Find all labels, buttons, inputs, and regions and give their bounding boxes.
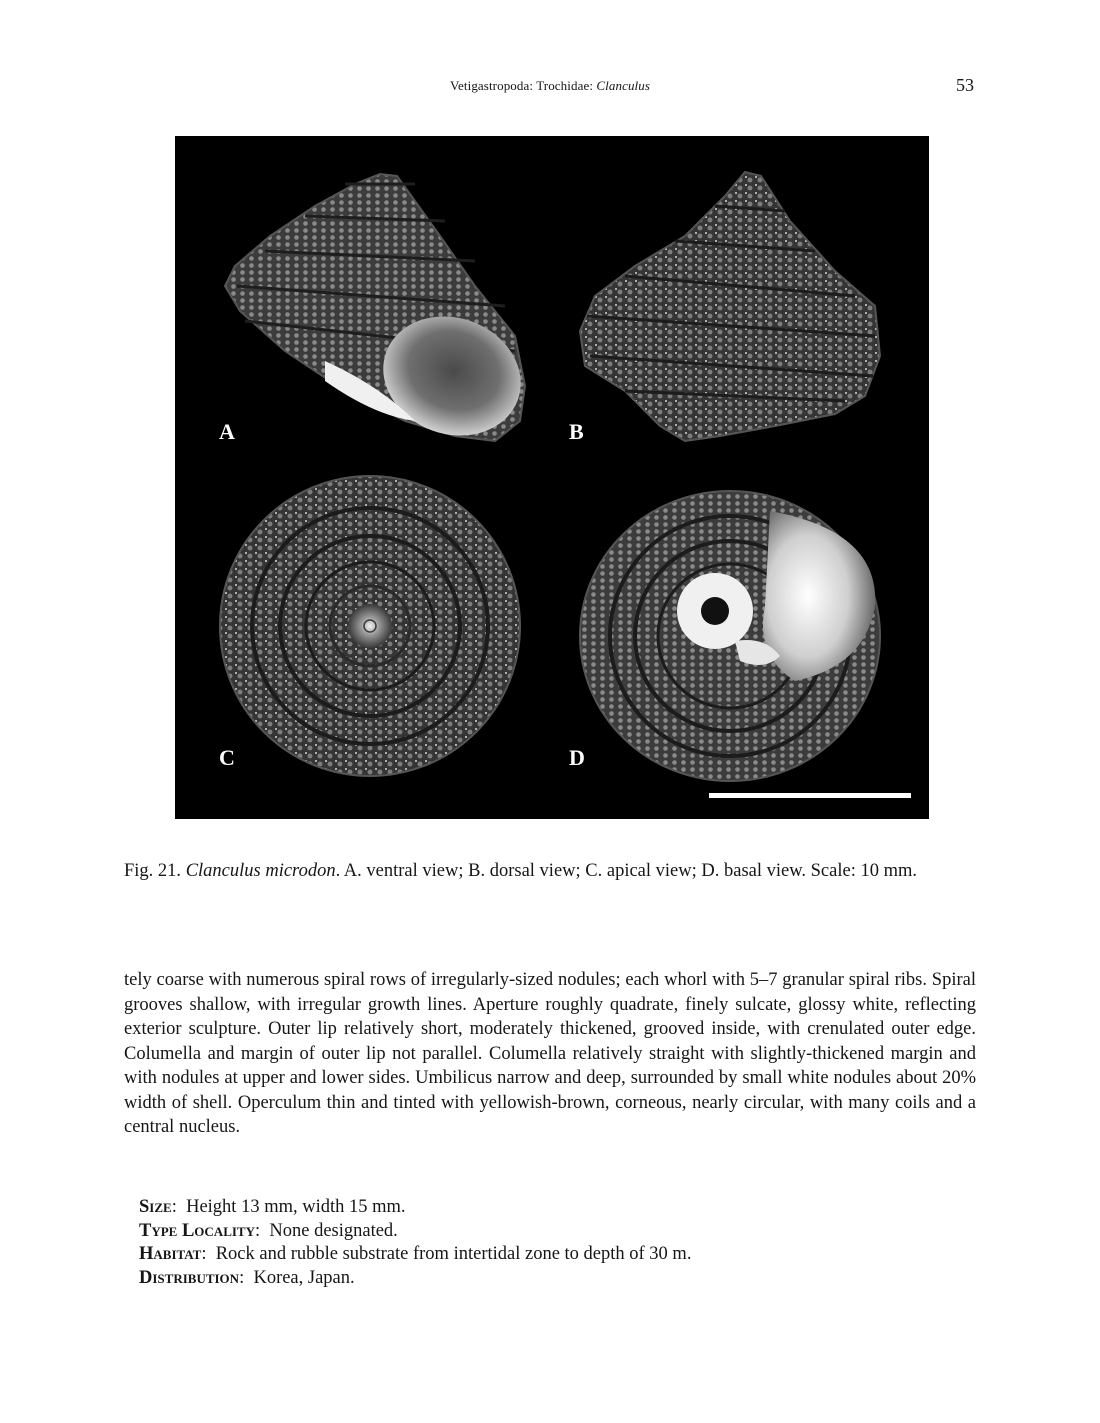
scale-bar [709,793,911,798]
panel-label-b: B [569,419,584,444]
shell-a-ventral-view [225,174,538,454]
shell-photographs [175,136,929,819]
field-habitat: Habitat: Rock and rubble substrate from intertidal zone to depth of 30 m. [139,1244,692,1264]
figure-plate [175,136,929,819]
field-value-type-locality: None designated. [269,1220,398,1241]
field-value-distribution: Korea, Japan. [253,1267,355,1288]
field-value-size: Height 13 mm, width 15 mm. [186,1197,406,1217]
field-size: Size: Height 13 mm, width 15 mm. [139,1197,406,1217]
field-distribution: Distribution: Korea, Japan. [139,1267,355,1288]
panel-label-a: A [219,419,235,444]
caption-fig-number: Fig. 21. [124,861,182,881]
shell-d-basal-view [580,491,880,781]
field-label-habitat: Habitat [139,1244,202,1264]
figure-caption [124,858,976,884]
running-head [0,78,1100,94]
field-type-locality: Type Locality: None designated. [139,1220,398,1241]
species-fields [139,1196,979,1290]
running-head-genus: Clanculus [596,78,651,93]
caption-species: Clanculus microdon [185,861,336,881]
shell-b-dorsal-view [580,172,880,441]
field-label-type-locality: Type Locality [139,1220,255,1241]
running-head-prefix: Vetigastropoda: Trochidae: [449,78,597,93]
panel-label-d: D [569,745,585,770]
shell-c-apical-view [220,476,520,776]
field-label-distribution: Distribution [139,1267,240,1288]
caption-text: . A. ventral view; B. dorsal view; C. apical view; D. basal view. Scale: 10 mm. [335,861,918,881]
field-value-habitat: Rock and rubble substrate from intertidal zone to depth of 30 m. [215,1244,692,1264]
page-number: 53 [956,75,974,95]
description-paragraph: tely coarse with numerous spiral rows of irregularly-sized nodules; each whorl with 5–7 granular spiral ribs. Spiral grooves shallow, with irregular growth lines. Aperture roughly quadrate, finely sulcate, glossy white, reflecting exterior sculpture. Outer lip relatively short, moderately thickened, grooved inside, with crenulated outer edge. Columella and margin of outer lip not parallel. Columella relatively straight with slightly-thickened margin and with nodules at upper and lower sides. Umbilicus narrow and deep, surrounded by small white nodules about 20% width of shell. Operculum thin and tinted with yellowish-brown, corneous, nearly circular, with many coils and a central nucleus. [124,970,976,1137]
field-label-size: Size [139,1197,172,1217]
panel-label-c: C [219,745,235,770]
